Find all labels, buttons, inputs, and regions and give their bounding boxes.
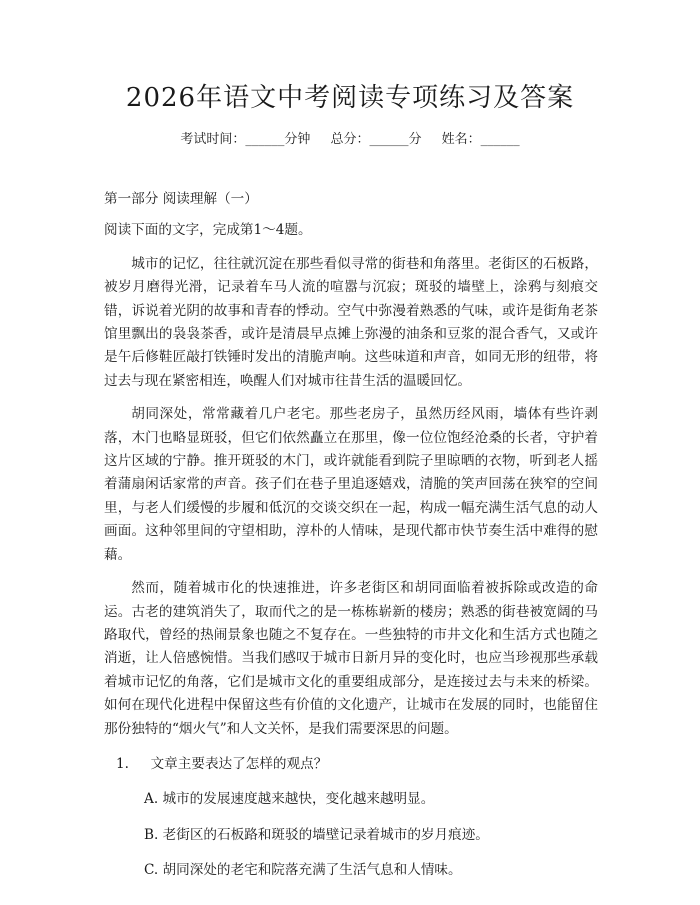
question-text: 文章主要表达了怎样的观点？ [150,755,328,772]
exam-meta [0,130,700,150]
exam-time-field: 考试时间：______分钟 [180,132,311,147]
option-b: B. 老街区的石板路和斑驳的墙壁记录着城市的岁月痕迹。 [144,826,489,843]
option-c: C. 胡同深处的老宅和院落充满了生活气息和人情味。 [144,862,462,879]
section-heading: 第一部分 阅读理解（一） [104,191,258,207]
passage-paragraph: 胡同深处，常常藏着几户老宅。那些老房子，虽然历经风雨，墙体有些许剥落，木门也略显斑驳，但它们依然矗立在那里，像一位位饱经沧桑的长者，守护着这片区域的宁静。推开斑驳的木门，或许就能看到院子里晾晒的衣物，听到老人摇着蒲扇闲话家常的声音。孩子们在巷子里追逐嬉戏，清脆的笑声回荡在狭窄的空间里，与老人们缓慢的步履和低沉的交谈交织在一起，构成一幅充满生活气息的动人画面。这种邻里间的守望相助，淳朴的人情味，是现代都市快节奏生活中难得的慰藉。 [104,406,598,563]
page-title: 2026年语文中考阅读专项练习及答案 [125,83,575,113]
question-number: 1. [116,755,129,772]
option-a: A. 城市的发展速度越来越快，变化越来越明显。 [144,791,435,808]
passage-paragraph: 然而，随着城市化的快速推进，许多老街区和胡同面临着被拆除或改造的命运。古老的建筑消失了，取而代之的是一栋栋崭新的楼房；熟悉的街巷被宽阔的马路取代，曾经的热闹景象也随之不复存在。一些独特的市井文化和生活方式也随之消逝，让人倍感惋惜。当我们感叹于城市日新月异的变化时，也应当珍视那些承载着城市记忆的角落，它们是城市文化的重要组成部分，是连接过去与未来的桥梁。如何在现代化进程中保留这些有价值的文化遗产，让城市在发展的同时，也能留住那份独特的“烟火气”和人文关怀，是我们需要深思的问题。 [104,580,598,737]
document-body [104,188,598,883]
reading-instruction: 阅读下面的文字，完成第1～4题。 [104,222,312,239]
total-score-field: 总分：______分 [330,132,422,147]
student-name-field: 姓名：______ [441,132,520,147]
passage-paragraph: 城市的记忆，往往就沉淀在那些看似寻常的街巷和角落里。老街区的石板路，被岁月磨得光滑，记录着车马人流的喧嚣与沉寂；斑驳的墙壁上，涂鸦与刻痕交错，诉说着光阴的故事和青春的悸动。空气中弥漫着熟悉的气味，或许是街角老茶馆里飘出的袅袅茶香，或许是清晨早点摊上弥漫的油条和豆浆的混合香气，又或许是午后修鞋匠敲打铁锤时发出的清脆声响。这些味道和声音，如同无形的纽带，将过去与现在紧密相连，唤醒人们对城市往昔生活的温暖回忆。 [104,255,598,389]
question-1 [104,753,598,776]
